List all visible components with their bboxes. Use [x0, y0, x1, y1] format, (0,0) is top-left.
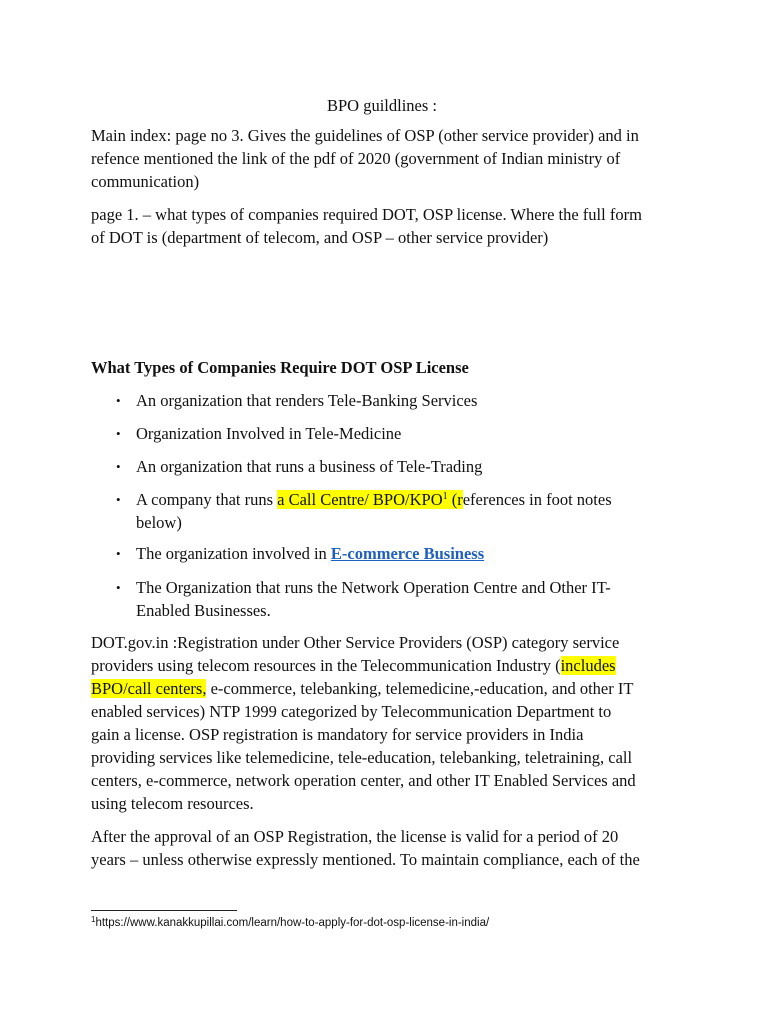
page1-line-1: page 1. – what types of companies required DOT, OSP license. Where the full form [91, 205, 642, 224]
dot-line-2-text: providers using telecom resources in the Telecommunication Industry ( [91, 656, 561, 675]
ecommerce-business-link[interactable]: E-commerce Business [330, 544, 485, 563]
bullet-marker: • [116, 580, 121, 595]
approval-line-2: years – unless otherwise expressly mentioned. To maintain compliance, each of the [91, 850, 640, 869]
dot-paragraph-line-2 [91, 654, 616, 677]
bullet-call-centre-suffix: eferences in foot notes [462, 490, 612, 509]
bullet-ecommerce-prefix: The organization involved in [136, 544, 331, 563]
section-heading: What Types of Companies Require DOT OSP License [91, 358, 469, 377]
intro-line-2: refence mentioned the link of the pdf of 2020 (government of Indian ministry of [91, 149, 621, 168]
highlight-call-centre-tail: (r [447, 490, 463, 509]
footnote-url[interactable]: https://www.kanakkupillai.com/learn/how-to-apply-for-dot-osp-license-in-india/ [95, 917, 490, 929]
highlight-call-centre [277, 490, 463, 509]
highlight-bpo-call-centers: BPO/call centers, [91, 679, 207, 698]
highlight-call-centre-text: a Call Centre/ BPO/KPO [277, 490, 443, 509]
bullet-network-operation-line-2: Enabled Businesses. [136, 601, 271, 620]
bullet-item-tele-trading: An organization that runs a business of Tele-Trading [136, 457, 483, 476]
bullet-call-centre-prefix: A company that runs [136, 490, 278, 509]
bullet-item-tele-medicine: Organization Involved in Tele-Medicine [136, 424, 402, 443]
bullet-marker: • [116, 492, 121, 507]
footnote [91, 915, 489, 931]
bullet-item-ecommerce [136, 542, 484, 565]
bullet-marker: • [116, 426, 121, 441]
highlight-includes: includes [560, 656, 616, 675]
bullet-item-tele-banking: An organization that renders Tele-Banking Services [136, 391, 478, 410]
dot-paragraph-line-1: DOT.gov.in :Registration under Other Service Providers (OSP) category service [91, 633, 620, 652]
dot-paragraph-line-3 [91, 677, 633, 700]
intro-line-3: communication) [91, 172, 200, 191]
bullet-call-centre-line-2: below) [136, 513, 182, 532]
dot-paragraph-line-7: centers, e-commerce, network operation center, and other IT Enabled Services and [91, 771, 636, 790]
bullet-marker: • [116, 546, 121, 561]
footnote-separator [91, 910, 237, 911]
dot-paragraph-line-5: gain a license. OSP registration is mandatory for service providers in India [91, 725, 584, 744]
approval-line-1: After the approval of an OSP Registration, the license is valid for a period of 20 [91, 827, 619, 846]
page1-line-2: of DOT is (department of telecom, and OSP – other service provider) [91, 228, 549, 247]
bullet-item-call-centre [136, 488, 612, 511]
footnote-ref[interactable]: 1 [442, 491, 448, 502]
dot-line-3-text: e-commerce, telebanking, telemedicine,-education, and other IT [206, 679, 634, 698]
dot-paragraph-line-8: using telecom resources. [91, 794, 254, 813]
dot-paragraph-line-4: enabled services) NTP 1999 categorized by Telecommunication Department to [91, 702, 612, 721]
bullet-marker: • [116, 393, 121, 408]
document-title: BPO guildlines : [327, 96, 438, 115]
bullet-item-network-operation: The Organization that runs the Network Operation Centre and Other IT- [136, 578, 611, 597]
footnote-marker: 1 [91, 915, 96, 924]
intro-line-1: Main index: page no 3. Gives the guidelines of OSP (other service provider) and in [91, 126, 639, 145]
dot-paragraph-line-6: providing services like telemedicine, tele-education, telebanking, teletraining, call [91, 748, 633, 767]
bullet-marker: • [116, 459, 121, 474]
